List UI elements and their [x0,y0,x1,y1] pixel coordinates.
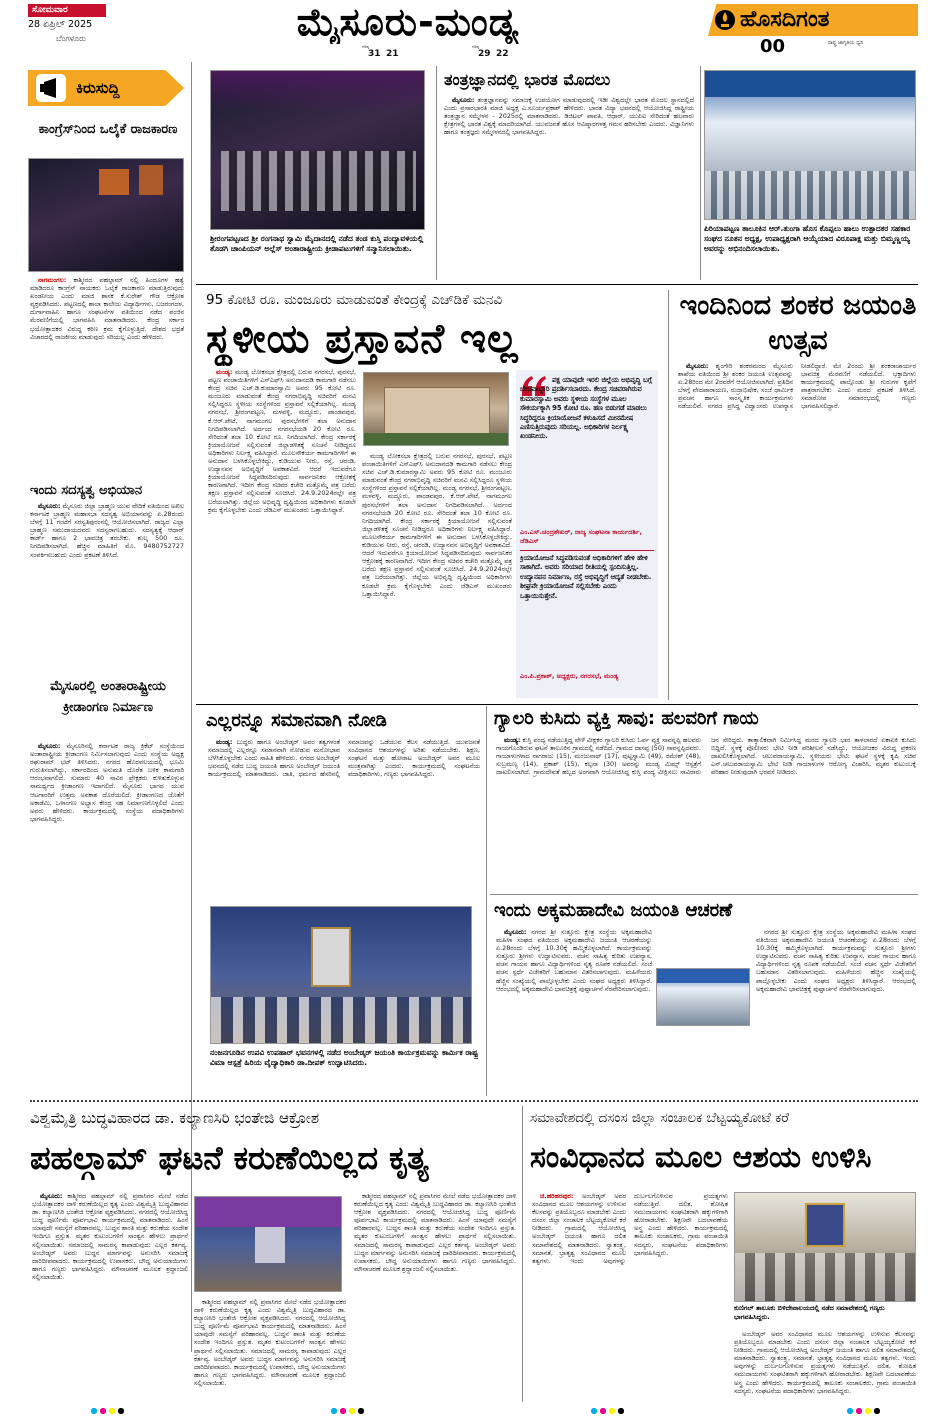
samvidhana-body-col1 [532,1192,728,1402]
gallery-body: ಕುಸ್ತಿ ಪಂದ್ಯ ನಡೆಯುತ್ತಿದ್ದ ವೇಳೆ ವೀಕ್ಷಕರ ಗ್ಯಾಲರಿ ಕುಸಿದು ಓರ್ವ ವ್ಯಕ್ತಿ ಸಾವನ್ನಪ್ಪಿ ಹಲವರು ಗಾಯಗೊಂಡಿರುವ ಘಟನೆ ತಾಲೂಕಿನ ಗ್ರಾಮದಲ್ಲಿ ನಡೆದಿದೆ. ಗ್ರಾಮದ ದಾಸಪ್ಪ (50) ಸಾವನ್ನಪ್ಪಿದವರು. ಗಾಯಾಳುಗಳಾದ ನಾಗರಾಜು (15), ಮಂಜುನಾಥ್ (17), ಪುಟ್ಟಸ್ವಾಮಿ (49), ರಮೇಶ್ (48), ಸುಬ್ರಮಣ್ಯ (14), ಪ್ರಕಾಶ್ (15), ಕಲ್ಪನಾ (30) ಅವರನ್ನು ಮಂಡ್ಯ ಮಿಮ್ಸ್ ಆಸ್ಪತ್ರೆಗೆ ದಾಖಲಿಸಲಾಗಿದೆ. ಗ್ರಾಮದೇವತೆ ಹಬ್ಬದ ಅಂಗವಾಗಿ ಆಯೋಜಿಸಿದ್ದ ಕುಸ್ತಿ ಪಂದ್ಯ ವೀಕ್ಷಿಸಲು ಸಾವಿರಾರು ಜನ ಸೇರಿದ್ದರು. ತಾತ್ಕಾಲಿಕವಾಗಿ ನಿರ್ಮಿಸಿದ್ದ ಮರದ ಗ್ಯಾಲರಿ ಭಾರ ತಾಳಲಾರದೆ ಏಕಾಏಕಿ ಕುಸಿದು ಬಿದ್ದಿದೆ. ಸ್ಥಳಕ್ಕೆ ಪೊಲೀಸರು ಭೇಟಿ ನೀಡಿ ಪರಿಶೀಲನೆ ನಡೆಸಿದ್ದು, ಆಯೋಜಕರ ವಿರುದ್ಧ ಪ್ರಕರಣ ದಾಖಲಿಸಿಕೊಳ್ಳಲಾಗಿದೆ. ಚಲುವರಾಯಸ್ವಾಮಿ, ಸ್ಥಳೀಯರು ಭೇಟಿ: ಘಟನೆ ಸ್ಥಳಕ್ಕೆ ಕೃಷಿ ಸಚಿವ ಎನ್.ಚಲುವರಾಯಸ್ವಾಮಿ ಭೇಟಿ ನೀಡಿ ಗಾಯಾಳುಗಳ ಆರೋಗ್ಯ ವಿಚಾರಿಸಿ, ಮೃತರ ಕುಟುಂಬಕ್ಕೆ ಪರಿಹಾರ ನೀಡುವುದಾಗಿ ಭರವಸೆ ನೀಡಿದರು. [496,736,916,777]
sadasyatva-body-block [30,502,184,670]
kirusuddi-banner [28,68,184,108]
sun-icon [350,48,361,56]
tantrajnana-body-block [444,96,694,274]
shankara-headline: ಇಂದಿನಿಂದ ಶಂಕರ ಜಯಂತಿ ಉತ್ಸವ [679,290,917,356]
main-quote-box [516,370,658,698]
main-quote2-text: ಕ್ರಿಯಾಯೋಜನೆ ಸಿದ್ಧಪಡಿಸುವಂತೆ ಅಧಿಕಾರಿಗಳಿಗೆ ಹೇಳಿ ಹೇಳಿ ಸಾಕಾಗಿದೆ. ಅವರು ಸರಿಯಾದ ರೀತಿಯಲ್ಲಿ ಸ್ಪಂದಿಸುತ್ತಿಲ್ಲ. ಉದ್ಯಾನವನ ನಿರ್ಮಾಣ, ರಸ್ತೆ ಅಭಿವೃದ್ಧಿಗೆ ಆದ್ಯತೆ ನೀಡಬೇಕು. ಶೀಘ್ರವೇ ಕ್ರಿಯಾಯೋಜನೆ ಸಲ್ಲಿಸಬೇಕು ಎಂದು ಒತ್ತಾಯಿಸುತ್ತೇನೆ. [520,554,652,600]
stadium-dateline: ಮೈಸೂರು: [38,742,61,750]
main-story-body-col2 [362,452,512,702]
paper-tagline: ರಾಷ್ಟ್ರ ಜಾಗೃತಿಯ ಧ್ವನಿ [828,40,864,46]
weather-low: 21 [386,49,399,59]
paper-logo [708,4,918,58]
samvidhana-body-cont: ಅಂಬೇಡ್ಕರ್ ಅವರ ಸಂವಿಧಾನದ ಮೂಲ ಆಶಯಗಳನ್ನು ಉಳಿಸುವ ಕೆಲಸವನ್ನು ಪ್ರತಿಯೊಬ್ಬರೂ ಮಾಡಬೇಕು ಎಂದು ದಸಂಸ ಜಿಲ್ಲಾ ಸಂಚಾಲಕ ಬೆಟ್ಟಯ್ಯಕೋಟೆ ಕರೆ ನೀಡಿದರು. ಗ್ರಾಮದಲ್ಲಿ ಆಯೋಜಿಸಿದ್ದ ಅಂಬೇಡ್ಕರ್ ಜಯಂತಿ ಹಾಗೂ ದಲಿತ ಸಮಾವೇಶದಲ್ಲಿ ಮಾತನಾಡಿದರು. ಸ್ವಾತಂತ್ರ್ಯ, ಸಮಾನತೆ, ಭ್ರಾತೃತ್ವ ಸಂವಿಧಾನದ ಮೂಲ ತತ್ವಗಳು. ಇಂದು ಅವುಗಳನ್ನು ದುರ್ಬಲಗೊಳಿಸುವ ಪ್ರಯತ್ನಗಳು ನಡೆಯುತ್ತಿವೆ. ದಲಿತ, ಶೋಷಿತ ಸಮುದಾಯಗಳು ಸಂಘಟಿತರಾಗಿ ಹಕ್ಕುಗಳಿಗಾಗಿ ಹೋರಾಡಬೇಕು. ಶಿಕ್ಷಣವೇ ಬದಲಾವಣೆಯ ಅಸ್ತ್ರ ಎಂದು ಹೇಳಿದರು. ಕಾರ್ಯಕ್ರಮದಲ್ಲಿ ತಾಲೂಕು ಸಂಚಾಲಕರು, ಗ್ರಾಮ ಪಂಚಾಯಿತಿ ಸದಸ್ಯರು, ಸಂಘಟನೆಯ ಪದಾಧಿಕಾರಿಗಳು ಭಾಗವಹಿಸಿದ್ದರು. [734,1330,916,1395]
weather-high: 31 [368,49,381,59]
weather-block-1 [350,44,410,60]
periyapatna-photo [704,70,916,220]
main-quote1-text: ಪಕ್ಷ ಯಾವುದೇ ಇರಲಿ ಜಿಲ್ಲೆಯ ಅಭಿವೃದ್ಧಿ ಬಗ್ಗೆ ಬೇಜವಾಬ್ದಾರಿ ಪ್ರದರ್ಶಿಸಬಾರದು. ಕೇಂದ್ರ ಸಚಿವರಾಗಿರುವ ಕುಮಾರಸ್ವಾಮಿ ಅವರು ಸ್ಥಳೀಯ ಸಂಸ್ಥೆಗಳ ಮೂಲ ಸೌಕರ್ಯಕ್ಕಾಗಿ 95 ಕೋಟಿ ರೂ. ಹಣ ಬಿಡುಗಡೆ ಮಾಡಲು ಸಿದ್ಧರಿದ್ದರೂ ಕ್ರಿಯಾಯೋಜನೆ ಕಳುಹಿಸದೆ ಮೀನಮೇಷ ಎಣಿಸುತ್ತಿರುವುದು ಸರಿಯಲ್ಲ. ಅಧಿಕಾರಿಗಳ ನಿರ್ಲಕ್ಷ್ಯ ಖಂಡನೀಯ. [520,376,652,441]
samvidhana-kicker: ಸಮಾವೇಶದಲ್ಲಿ ದಸಂಸ ಜಿಲ್ಲಾ ಸಂಚಾಲಕ ಬೆಟ್ಟಯ್ಯಕೋಟೆ ಕರೆ [530,1110,789,1126]
edition-title: ಮೈಸೂರು-ಮಂಡ್ಯ [296,0,520,44]
tantrajnana-headline: ತಂತ್ರಜ್ಞಾನದಲ್ಲಿ ಭಾರತ ಮೊದಲು [444,70,611,89]
pahalgam-body-col2 [194,1298,346,1402]
main-quote1-author: ಎಂ.ಎಸ್.ಚಂದ್ರಶೇಖರ್, ರಾಜ್ಯ ಸಂಘಟನಾ ಕಾರ್ಯದರ್ಶಿ, ಜೆಡಿಎಸ್ [520,528,642,545]
kirusuddi-label: ಕಿರುಸುದ್ದಿ [76,79,120,97]
samvidhana-body: ಅಂಬೇಡ್ಕರ್ ಅವರ ಸಂವಿಧಾನದ ಮೂಲ ಆಶಯಗಳನ್ನು ಉಳಿಸುವ ಕೆಲಸವನ್ನು ಪ್ರತಿಯೊಬ್ಬರೂ ಮಾಡಬೇಕು ಎಂದು ದಸಂಸ ಜಿಲ್ಲಾ ಸಂಚಾಲಕ ಬೆಟ್ಟಯ್ಯಕೋಟೆ ಕರೆ ನೀಡಿದರು. ಗ್ರಾಮದಲ್ಲಿ ಆಯೋಜಿಸಿದ್ದ ಅಂಬೇಡ್ಕರ್ ಜಯಂತಿ ಹಾಗೂ ದಲಿತ ಸಮಾವೇಶದಲ್ಲಿ ಮಾತನಾಡಿದರು. ಸ್ವಾತಂತ್ರ್ಯ, ಸಮಾನತೆ, ಭ್ರಾತೃತ್ವ ಸಂವಿಧಾನದ ಮೂಲ ತತ್ವಗಳು. ಇಂದು ಅವುಗಳನ್ನು ದುರ್ಬಲಗೊಳಿಸುವ ಪ್ರಯತ್ನಗಳು ನಡೆಯುತ್ತಿವೆ. ದಲಿತ, ಶೋಷಿತ ಸಮುದಾಯಗಳು ಸಂಘಟಿತರಾಗಿ ಹಕ್ಕುಗಳಿಗಾಗಿ ಹೋರಾಡಬೇಕು. ಶಿಕ್ಷಣವೇ ಬದಲಾವಣೆಯ ಅಸ್ತ್ರ ಎಂದು ಹೇಳಿದರು. ಕಾರ್ಯಕ್ರಮದಲ್ಲಿ ತಾಲೂಕು ಸಂಚಾಲಕರು, ಗ್ರಾಮ ಪಂಚಾಯಿತಿ ಸದಸ್ಯರು, ಸಂಘಟನೆಯ ಪದಾಧಿಕಾರಿಗಳು ಭಾಗವಹಿಸಿದ್ದರು. [532,1192,728,1265]
shankara-body-block [678,362,916,698]
stadium-headline: ಮೈಸೂರಲ್ಲಿ ಅಂತಾರಾಷ್ಟ್ರೀಯ ಕ್ರೀಡಾಂಗಣ ನಿರ್ಮಾಣ [50,679,166,715]
weather-label: ಗರಿಷ್ಠ [362,44,369,49]
samvidhana-dateline: ಚಿ.ಹರಿಹರಪುರ: [540,1192,574,1200]
main-quote2-author: ಎಂ.ಪಿ.ಪ್ರಕಾಶ್, ಅಧ್ಯಕ್ಷರು, ನಗರಸಭೆ, ಮಂಡ್ಯ [520,672,619,680]
srirangapatna-caption: ಶ್ರೀರಂಗಪಟ್ಟಣದ ಶ್ರೀ ರಂಗನಾಥ ಸ್ವಾಮಿ ಮೈದಾನದಲ್ಲಿ ನಡೆದ ತಂಡ ಕುಸ್ತಿ ಪಂದ್ಯಾವಳಿಯಲ್ಲಿ ತೊಡಗಿ ಚಾಂಪಿಯನ್ ಅಲ್ಲೆಸ್ ಅಂತಾರಾಷ್ಟ್ರೀಯ ಕ್ರೀಡಾಪಟುಗಳಿಗೆ ಸನ್ಮಾನಿಸಲಾಯಿತು. [210,234,424,253]
section-separator [30,1100,918,1102]
ellarannu-dateline: ಮಂಡ್ಯ: [216,738,233,746]
main-story-headline: ಸ್ಥಳೀಯ ಪ್ರಸ್ತಾವನೆ ಇಲ್ಲ [206,316,519,362]
sun-icon [460,48,471,56]
megaphone-icon [34,72,70,104]
page-number: 00 [760,36,786,57]
pahalgam-dateline: ಮೈಸೂರು: [40,1192,63,1200]
ellarannu-body: ಬುದ್ಧರು ಹಾಗೂ ಅಂಬೇಡ್ಕರ್ ಅವರ ತತ್ವಗಳಂತೆ ಸಮಾಜದಲ್ಲಿ ಎಲ್ಲರನ್ನೂ ಸಮಾನವಾಗಿ ನೋಡುವ ಮನೋಭಾವ ಬೆಳೆಸಿಕೊಳ್ಳಬೇಕು ಎಂದು ಸಾಹಿತಿ ಹೇಳಿದರು. ನಗರದ ಅಂಬೇಡ್ಕರ್ ಭವನದಲ್ಲಿ ನಡೆದ ಬುದ್ಧ ಜಯಂತಿ ಹಾಗೂ ಅಂಬೇಡ್ಕರ್ ಜಯಂತಿ ಕಾರ್ಯಕ್ರಮದಲ್ಲಿ ಮಾತನಾಡಿದರು. ಜಾತಿ, ಧರ್ಮದ ಹೆಸರಿನಲ್ಲಿ ಸಮಾಜವನ್ನು ಒಡೆಯುವ ಕೆಲಸ ನಡೆಯುತ್ತಿದೆ. ಯುವಜನತೆ ಸಂವಿಧಾನದ ಆಶಯಗಳನ್ನು ಅರಿತು ನಡೆಯಬೇಕು. ಶಿಕ್ಷಣ, ಸಂಘಟನೆ ಮತ್ತು ಹೋರಾಟ ಅಂಬೇಡ್ಕರ್ ಅವರ ಮೂಲ ಮಂತ್ರವಾಗಿತ್ತು ಎಂದರು. ಕಾರ್ಯಕ್ರಮದಲ್ಲಿ ಸಂಘಟನೆಯ ಪದಾಧಿಕಾರಿಗಳು, ಗಣ್ಯರು ಭಾಗವಹಿಸಿದ್ದರು. [208,738,480,779]
sadasyatva-body: ಮೈಸೂರು ಜಿಲ್ಲಾ ಬ್ರಾಹ್ಮಣ ಯುವ ವೇದಿಕೆ ವತಿಯಿಂದ ಅಖಿಲ ಕರ್ನಾಟಕ ಬ್ರಾಹ್ಮಣ ಮಹಾಸಭಾ ಸದಸ್ಯತ್ವ ಅಭಿಯಾನವನ್ನು ಏ.28ರಂದು ಬೆಳಗ್ಗೆ 11 ಗಂಟೆಗೆ ಸರಸ್ವತಿಪುರಂನಲ್ಲಿ ಆಯೋಜಿಸಲಾಗಿದೆ. ರಾಜ್ಯದ ಎಲ್ಲಾ ಬ್ರಾಹ್ಮಣ ಸಮುದಾಯದವರು ಸದಸ್ಯರಾಗಬಹುದು. ಸದಸ್ಯತ್ವಕ್ಕೆ ಆಧಾರ್ ಕಾರ್ಡ್ ಹಾಗೂ 2 ಭಾವಚಿತ್ರ ತರಬೇಕು. ಶುಲ್ಕ 500 ರೂ. ನಿಗದಿಪಡಿಸಲಾಗಿದೆ. ಹೆಚ್ಚಿನ ಮಾಹಿತಿಗೆ ಮೊ. 9480752727 ಸಂಪರ್ಕಿಸಬಹುದು ಎಂದು ಪ್ರಕಟಣೆ ತಿಳಿಸಿದೆ. [30,502,184,559]
masthead-date: 28 ಏಪ್ರಿಲ್ 2025 [28,19,93,30]
kirusuddi-dateline: ನಾಗಮಂಗಲ: [38,276,67,284]
pahalgam-body-cont2: ಕಾಶ್ಮೀರದ ಪಹಲ್ಗಾಮ್ ನಲ್ಲಿ ಪ್ರವಾಸಿಗರ ಮೇಲೆ ನಡೆದ ಭಯೋತ್ಪಾದಕರ ದಾಳಿ ಕರುಣೆಯಿಲ್ಲದ ಕೃತ್ಯ ಎಂದು ವಿಶ್ವಮೈತ್ರಿ ಬುದ್ಧವಿಹಾರದ ಡಾ. ಕಲ್ಯಾಣಸಿರಿ ಭಂತೇಜಿ ಆಕ್ರೋಶ ವ್ಯಕ್ತಪಡಿಸಿದರು. ನಗರದಲ್ಲಿ ಆಯೋಜಿಸಿದ್ದ ಬುದ್ಧ ಪೂರ್ಣಿಮೆ ಪೂರ್ವಭಾವಿ ಕಾರ್ಯಕ್ರಮದಲ್ಲಿ ಮಾತನಾಡಿದರು. ಹಿಂಸೆ ಯಾವುದೇ ಸಮಸ್ಯೆಗೆ ಪರಿಹಾರವಲ್ಲ. ಬುದ್ಧನ ಶಾಂತಿ ಮತ್ತು ಕರುಣೆಯ ಸಂದೇಶ ಇಂದಿಗೂ ಪ್ರಸ್ತುತ. ಮೃತರ ಕುಟುಂಬಗಳಿಗೆ ಸಾಂತ್ವನ ಹೇಳಲು ಪ್ರಾರ್ಥನೆ ಸಲ್ಲಿಸಲಾಯಿತು. ಸಮಾಜದಲ್ಲಿ ಸಾಮರಸ್ಯ ಕಾಪಾಡುವುದು ಎಲ್ಲರ ಕರ್ತವ್ಯ. ಅಂಬೇಡ್ಕರ್ ಅವರು ಬುದ್ಧನ ಮಾರ್ಗವನ್ನು ಅನುಸರಿಸಿ ಸಮಾಜಕ್ಕೆ ದಾರಿದೀಪವಾದರು. ಕಾರ್ಯಕ್ರಮದಲ್ಲಿ ಉಪಾಸಕರು, ಬೌದ್ಧ ಅನುಯಾಯಿಗಳು ಹಾಗೂ ಗಣ್ಯರು ಭಾಗವಹಿಸಿದ್ದರು. ಮೌನಾಚರಣೆ ಮೂಲಕ ಶ್ರದ್ಧಾಂಜಲಿ ಸಲ್ಲಿಸಲಾಯಿತು. [354,1192,516,1273]
pahalgam-body-col3 [354,1192,516,1402]
pahalgam-photo [194,1196,342,1292]
tantrajnana-dateline: ಮೈಸೂರು: [452,96,475,104]
pahalgam-body-cont: ಕಾಶ್ಮೀರದ ಪಹಲ್ಗಾಮ್ ನಲ್ಲಿ ಪ್ರವಾಸಿಗರ ಮೇಲೆ ನಡೆದ ಭಯೋತ್ಪಾದಕರ ದಾಳಿ ಕರುಣೆಯಿಲ್ಲದ ಕೃತ್ಯ ಎಂದು ವಿಶ್ವಮೈತ್ರಿ ಬುದ್ಧವಿಹಾರದ ಡಾ. ಕಲ್ಯಾಣಸಿರಿ ಭಂತೇಜಿ ಆಕ್ರೋಶ ವ್ಯಕ್ತಪಡಿಸಿದರು. ನಗರದಲ್ಲಿ ಆಯೋಜಿಸಿದ್ದ ಬುದ್ಧ ಪೂರ್ಣಿಮೆ ಪೂರ್ವಭಾವಿ ಕಾರ್ಯಕ್ರಮದಲ್ಲಿ ಮಾತನಾಡಿದರು. ಹಿಂಸೆ ಯಾವುದೇ ಸಮಸ್ಯೆಗೆ ಪರಿಹಾರವಲ್ಲ. ಬುದ್ಧನ ಶಾಂತಿ ಮತ್ತು ಕರುಣೆಯ ಸಂದೇಶ ಇಂದಿಗೂ ಪ್ರಸ್ತುತ. ಮೃತರ ಕುಟುಂಬಗಳಿಗೆ ಸಾಂತ್ವನ ಹೇಳಲು ಪ್ರಾರ್ಥನೆ ಸಲ್ಲಿಸಲಾಯಿತು. ಸಮಾಜದಲ್ಲಿ ಸಾಮರಸ್ಯ ಕಾಪಾಡುವುದು ಎಲ್ಲರ ಕರ್ತವ್ಯ. ಅಂಬೇಡ್ಕರ್ ಅವರು ಬುದ್ಧನ ಮಾರ್ಗವನ್ನು ಅನುಸರಿಸಿ ಸಮಾಜಕ್ಕೆ ದಾರಿದೀಪವಾದರು. ಕಾರ್ಯಕ್ರಮದಲ್ಲಿ ಉಪಾಸಕರು, ಬೌದ್ಧ ಅನುಯಾಯಿಗಳು ಹಾಗೂ ಗಣ್ಯರು ಭಾಗವಹಿಸಿದ್ದರು. ಮೌನಾಚರಣೆ ಮೂಲಕ ಶ್ರದ್ಧಾಂಜಲಿ ಸಲ್ಲಿಸಲಾಯಿತು. [194,1298,346,1387]
main-story-dateline: ಮಂಡ್ಯ: [216,368,233,376]
print-registration-marks [0,1404,945,1418]
srirangapatna-photo [210,70,425,230]
akkamahadevi-body: ನಗರದ ಶ್ರೀ ಸುತ್ತೂರು ಕ್ಷೇತ್ರ ಸಂಸ್ಥೆಯ ಅಕ್ಕಮಹಾದೇವಿ ಮಹಿಳಾ ಸಂಘದ ವತಿಯಿಂದ ಅಕ್ಕಮಹಾದೇವಿ ಜಯಂತಿ ಆಚರಣೆಯನ್ನು ಏ.28ರಂದು ಬೆಳಗ್ಗೆ 10.30ಕ್ಕೆ ಹಮ್ಮಿಕೊಳ್ಳಲಾಗಿದೆ. ಕಾರ್ಯಕ್ರಮವನ್ನು ಸುತ್ತೂರು ಶ್ರೀಗಳು ಉದ್ಘಾಟಿಸುವರು. ವಚನ ಸಾಹಿತ್ಯ ಕುರಿತು ಉಪನ್ಯಾಸ, ವಚನ ಗಾಯನ ಹಾಗೂ ವಿದ್ಯಾರ್ಥಿಗಳಿಂದ ನೃತ್ಯ ರೂಪಕ ನಡೆಯಲಿದೆ. ಸಂಜೆ ವಚನ ಸ್ಪರ್ಧೆ ವಿಜೇತರಿಗೆ ಬಹುಮಾನ ವಿತರಿಸಲಾಗುವುದು. ಮಹಿಳೆಯರು ಹೆಚ್ಚಿನ ಸಂಖ್ಯೆಯಲ್ಲಿ ಪಾಲ್ಗೊಳ್ಳಬೇಕು ಎಂದು ಸಂಘದ ಅಧ್ಯಕ್ಷರು ತಿಳಿಸಿದ್ದಾರೆ. ಆರಂಭದಲ್ಲಿ ಅಕ್ಕಮಹಾದೇವಿ ಭಾವಚಿತ್ರಕ್ಕೆ ಪುಷ್ಪಾರ್ಚನೆ ನೆರವೇರಿಸಲಾಗುವುದು. [496,928,652,993]
kirusuddi-body: ಕಾಶ್ಮೀರದ ಪಹಲ್ಗಾಮ್ ನಲ್ಲಿ ಹಿಂದೂಗಳ ಹತ್ಯೆ ಮಾಡಿದರೂ ಕಾಂಗ್ರೆಸ್ ನಾಯಕರು ಒಲೈಕೆ ರಾಜಕಾರಣ ಮಾಡುತ್ತಿರುವುದು ಖಂಡನೀಯ ಎಂದು ಮಾಜಿ ಶಾಸಕ ಕೆ.ಸುರೇಶ್ ಗೌಡ ಆಕ್ರೋಶ ವ್ಯಕ್ತಪಡಿಸಿದರು. ಪಟ್ಟಣದಲ್ಲಿ ಶಾಲಾ ಕಾಲೇಜು ವಿದ್ಯಾರ್ಥಿಗಳು, ಬಜರಂಗದಳ, ದುರ್ಗಾವಾಹಿನಿ ಹಾಗೂ ಸಂಘಟನೆಗಳ ವತಿಯಿಂದ ನಡೆದ ಪಂಜಿನ ಮೆರವಣಿಗೆಯಲ್ಲಿ ಭಾಗವಹಿಸಿ ಮಾತನಾಡಿದರು. ಕೇಂದ್ರ ಸರ್ಕಾರ ಭಯೋತ್ಪಾದಕರ ವಿರುದ್ಧ ಕಠಿಣ ಕ್ರಮ ಕೈಗೊಳ್ಳುತ್ತಿದೆ. ದೇಶದ ಭದ್ರತೆ ವಿಚಾರದಲ್ಲಿ ರಾಜಕೀಯ ಮಾಡುವುದು ಸರಿಯಲ್ಲ ಎಂದು ಹೇಳಿದರು. [30,276,184,341]
masthead-city: ಬೆಂಗಳೂರು [56,34,86,43]
kirusuddi-body-block [30,276,184,476]
weather-label: ಗರಿಷ್ಠ [472,44,479,49]
samvidhana-headline: ಸಂವಿಧಾನದ ಮೂಲ ಆಶಯ ಉಳಿಸಿ [530,1140,872,1175]
akkamahadevi-dateline: ಮೈಸೂರು: [504,928,527,936]
gallery-headline: ಗ್ಯಾಲರಿ ಕುಸಿದು ವ್ಯಕ್ತಿ ಸಾವು: ಹಲವರಿಗೆ ಗಾಯ [494,708,759,729]
ellarannu-body-block [208,738,480,898]
ellarannu-photo [210,906,472,1044]
samvidhana-body-col2 [734,1330,916,1402]
main-story-kicker: 95 ಕೋಟಿ ರೂ. ಮಂಜೂರು ಮಾಡುವಂತೆ ಕೇಂದ್ರಕ್ಕೆ ಎಚ್‌ಡಿಕೆ ಮನವಿ [206,292,503,308]
kirusuddi-section [28,64,186,284]
weather-block-2 [460,44,520,60]
kirusuddi-photo [28,158,184,272]
akkamahadevi-body-cont: ನಗರದ ಶ್ರೀ ಸುತ್ತೂರು ಕ್ಷೇತ್ರ ಸಂಸ್ಥೆಯ ಅಕ್ಕಮಹಾದೇವಿ ಮಹಿಳಾ ಸಂಘದ ವತಿಯಿಂದ ಅಕ್ಕಮಹಾದೇವಿ ಜಯಂತಿ ಆಚರಣೆಯನ್ನು ಏ.28ರಂದು ಬೆಳಗ್ಗೆ 10.30ಕ್ಕೆ ಹಮ್ಮಿಕೊಳ್ಳಲಾಗಿದೆ. ಕಾರ್ಯಕ್ರಮವನ್ನು ಸುತ್ತೂರು ಶ್ರೀಗಳು ಉದ್ಘಾಟಿಸುವರು. ವಚನ ಸಾಹಿತ್ಯ ಕುರಿತು ಉಪನ್ಯಾಸ, ವಚನ ಗಾಯನ ಹಾಗೂ ವಿದ್ಯಾರ್ಥಿಗಳಿಂದ ನೃತ್ಯ ರೂಪಕ ನಡೆಯಲಿದೆ. ಸಂಜೆ ವಚನ ಸ್ಪರ್ಧೆ ವಿಜೇತರಿಗೆ ಬಹುಮಾನ ವಿತರಿಸಲಾಗುವುದು. ಮಹಿಳೆಯರು ಹೆಚ್ಚಿನ ಸಂಖ್ಯೆಯಲ್ಲಿ ಪಾಲ್ಗೊಳ್ಳಬೇಕು ಎಂದು ಸಂಘದ ಅಧ್ಯಕ್ಷರು ತಿಳಿಸಿದ್ದಾರೆ. ಆರಂಭದಲ್ಲಿ ಅಕ್ಕಮಹಾದೇವಿ ಭಾವಚಿತ್ರಕ್ಕೆ ಪುಷ್ಪಾರ್ಚನೆ ನೆರವೇರಿಸಲಾಗುವುದು. [756,928,916,993]
samvidhana-photo [734,1192,916,1302]
sadasyatva-headline: ಇಂದು ಸದಸ್ಯತ್ವ ಅಭಿಯಾನ [30,483,143,498]
shankara-body: ಶೃಂಗೇರಿ ಶಂಕರಮಠದ ಮೈಸೂರು ಶಾಖೆಯ ವತಿಯಿಂದ ಶ್ರೀ ಶಂಕರ ಜಯಂತಿ ಉತ್ಸವವನ್ನು ಏ.28ರಿಂದ ಮೇ 2ರವರೆಗೆ ಆಯೋಜಿಸಲಾಗಿದೆ. ಪ್ರತಿದಿನ ಬೆಳಗ್ಗೆ ವೇದಪಾರಾಯಣ, ರುದ್ರಾಭಿಷೇಕ, ಸಂಜೆ ಧಾರ್ಮಿಕ ಪ್ರವಚನ ಹಾಗೂ ಸಾಂಸ್ಕೃತಿಕ ಕಾರ್ಯಕ್ರಮಗಳು ನಡೆಯಲಿವೆ. ನಗರದ ಪ್ರಸಿದ್ಧ ವಿದ್ವಾಂಸರು ಉಪನ್ಯಾಸ ನೀಡಲಿದ್ದಾರೆ. ಮೇ 2ರಂದು ಶ್ರೀ ಶಂಕರಾಚಾರ್ಯರ ಭಾವಚಿತ್ರ ಮೆರವಣಿಗೆ ನಡೆಯಲಿದೆ. ಭಕ್ತಾದಿಗಳು ಕಾರ್ಯಕ್ರಮದಲ್ಲಿ ಪಾಲ್ಗೊಂಡು ಶ್ರೀ ಗುರುಗಳ ಕೃಪೆಗೆ ಪಾತ್ರರಾಗಬೇಕು ಎಂದು ಮಠದ ಪ್ರಕಟಣೆ ತಿಳಿಸಿದೆ. ಸಮಾರೋಪ ಸಮಾರಂಭದಲ್ಲಿ ಗಣ್ಯರು ಭಾಗವಹಿಸಲಿದ್ದಾರೆ. [678,362,916,411]
masthead-day: ಸೋಮವಾರ [32,5,68,15]
pahalgam-body: ಕಾಶ್ಮೀರದ ಪಹಲ್ಗಾಮ್ ನಲ್ಲಿ ಪ್ರವಾಸಿಗರ ಮೇಲೆ ನಡೆದ ಭಯೋತ್ಪಾದಕರ ದಾಳಿ ಕರುಣೆಯಿಲ್ಲದ ಕೃತ್ಯ ಎಂದು ವಿಶ್ವಮೈತ್ರಿ ಬುದ್ಧವಿಹಾರದ ಡಾ. ಕಲ್ಯಾಣಸಿರಿ ಭಂತೇಜಿ ಆಕ್ರೋಶ ವ್ಯಕ್ತಪಡಿಸಿದರು. ನಗರದಲ್ಲಿ ಆಯೋಜಿಸಿದ್ದ ಬುದ್ಧ ಪೂರ್ಣಿಮೆ ಪೂರ್ವಭಾವಿ ಕಾರ್ಯಕ್ರಮದಲ್ಲಿ ಮಾತನಾಡಿದರು. ಹಿಂಸೆ ಯಾವುದೇ ಸಮಸ್ಯೆಗೆ ಪರಿಹಾರವಲ್ಲ. ಬುದ್ಧನ ಶಾಂತಿ ಮತ್ತು ಕರುಣೆಯ ಸಂದೇಶ ಇಂದಿಗೂ ಪ್ರಸ್ತುತ. ಮೃತರ ಕುಟುಂಬಗಳಿಗೆ ಸಾಂತ್ವನ ಹೇಳಲು ಪ್ರಾರ್ಥನೆ ಸಲ್ಲಿಸಲಾಯಿತು. ಸಮಾಜದಲ್ಲಿ ಸಾಮರಸ್ಯ ಕಾಪಾಡುವುದು ಎಲ್ಲರ ಕರ್ತವ್ಯ. ಅಂಬೇಡ್ಕರ್ ಅವರು ಬುದ್ಧನ ಮಾರ್ಗವನ್ನು ಅನುಸರಿಸಿ ಸಮಾಜಕ್ಕೆ ದಾರಿದೀಪವಾದರು. ಕಾರ್ಯಕ್ರಮದಲ್ಲಿ ಉಪಾಸಕರು, ಬೌದ್ಧ ಅನುಯಾಯಿಗಳು ಹಾಗೂ ಗಣ್ಯರು ಭಾಗವಹಿಸಿದ್ದರು. ಮೌನಾಚರಣೆ ಮೂಲಕ ಶ್ರದ್ಧಾಂಜಲಿ ಸಲ್ಲಿಸಲಾಯಿತು. [32,1192,188,1281]
gallery-dateline: ಮಂಡ್ಯ: [504,736,521,744]
pahalgam-headline: ಪಹಲ್ಗಾಮ್ ಘಟನೆ ಕರುಣೆಯಿಲ್ಲದ ಕೃತ್ಯ [30,1139,429,1177]
main-story-body: ಮಂಡ್ಯ ಲೋಕಸಭಾ ಕ್ಷೇತ್ರದಲ್ಲಿ ಬರುವ ನಗರಸಭೆ, ಪುರಸಭೆ, ಪಟ್ಟಣ ಪಂಚಾಯಿತಿಗಳಿಗೆ ಎಸ್‌ಎಫ್‌ಸಿ ಅನುದಾನದಡಿ ಕಾಮಗಾರಿ ನಡೆಸಲು ಕೇಂದ್ರ ಸಚಿವ ಎಚ್.ಡಿ.ಕುಮಾರಸ್ವಾಮಿ ಅವರು 95 ಕೋಟಿ ರೂ. ಮಂಜೂರು ಮಾಡುವಂತೆ ಕೇಂದ್ರ ನಗರಾಭಿವೃದ್ಧಿ ಸಚಿವರಿಗೆ ಮನವಿ ಸಲ್ಲಿಸಿದ್ದರೂ ಸ್ಥಳೀಯ ಸಂಸ್ಥೆಗಳಿಂದ ಪ್ರಸ್ತಾವನೆ ಸಲ್ಲಿಕೆಯಾಗಿಲ್ಲ. ಮಂಡ್ಯ ನಗರಸಭೆ, ಶ್ರೀರಂಗಪಟ್ಟಣ, ಮಳವಳ್ಳಿ, ಮದ್ದೂರು, ಪಾಂಡವಪುರ, ಕೆ.ಆರ್.ಪೇಟೆ, ನಾಗಮಂಗಲ ಪುರಸಭೆಗಳಿಗೆ ತಲಾ ಅನುದಾನ ನಿಗದಿಪಡಿಸಲಾಗಿದೆ. ಅರ್ದಂದ ನಗರಸಭೆಯಡಿ 20 ಕೋಟಿ ರೂ. ಸೇರಿದಂತೆ ತಲಾ 10 ಕೋಟಿ ರೂ. ನಿಗದಿಯಾಗಿದೆ. ಕೇಂದ್ರ ಸರ್ಕಾರಕ್ಕೆ ಕ್ರಿಯಾಯೋಜನೆ ಸಲ್ಲಿಸುವಂತೆ ಜಿಲ್ಲಾಡಳಿತಕ್ಕೆ ಸೂಚನೆ ನೀಡಿದ್ದರೂ ಅಧಿಕಾರಿಗಳು ನಿರ್ಲಕ್ಷ್ಯ ವಹಿಸಿದ್ದಾರೆ. ಮೂಲಸೌಕರ್ಯ ಕಾಮಗಾರಿಗಳಿಗೆ ಈ ಅನುದಾನ ಬಳಸಿಕೊಳ್ಳಬೇಕಿದ್ದು, ಕುಡಿಯುವ ನೀರು, ರಸ್ತೆ, ಚರಂಡಿ, ಉದ್ಯಾನವನ ಅಭಿವೃದ್ಧಿಗೆ ಅವಕಾಶವಿದೆ. ಆದರೆ ಇದುವರೆಗೂ ಕ್ರಿಯಾಯೋಜನೆ ಸಿದ್ಧಪಡಿಸದಿರುವುದು ಸಾರ್ವಜನಿಕರ ಆಕ್ರೋಶಕ್ಕೆ ಕಾರಣವಾಗಿದೆ. ಇದೀಗ ಕೇಂದ್ರ ಸಚಿವರ ಕಚೇರಿ ಮತ್ತೊಮ್ಮೆ ಪತ್ರ ಬರೆದು ತಕ್ಷಣ ಪ್ರಸ್ತಾವನೆ ಸಲ್ಲಿಸುವಂತೆ ಸೂಚಿಸಿದೆ. 24.9.2024ರಲ್ಲೇ ಪತ್ರ ಬರೆಯಲಾಗಿತ್ತು. ಜಿಲ್ಲೆಯ ಅಭಿವೃದ್ಧಿ ದೃಷ್ಟಿಯಿಂದ ಅಧಿಕಾರಿಗಳು ಕೂಡಲೇ ಕ್ರಮ ಕೈಗೊಳ್ಳಬೇಕು ಎಂದು ಜೆಡಿಎಸ್ ಮುಖಂಡರು ಒತ್ತಾಯಿಸಿದ್ದಾರೆ. [208,368,356,514]
periyapatna-caption: ಪಿರಿಯಾಪಟ್ಟಣ ತಾಲೂಕಿನ ಆರ್.ತುಂಗಾ ಹೊಸ ಕೊಪ್ಪಲು ಹಾಲು ಉತ್ಪಾದಕರ ಸಹಕಾರ ಸಂಘದ ನೂತನ ಅಧ್ಯಕ್ಷ, ಉಪಾಧ್ಯಕ್ಷರಾಗಿ ಆಯ್ಕೆಯಾದ ವಿರೂಪಾಕ್ಷ ಮತ್ತು ಬಿಮ್ಮಣ್ಣಯ್ಯ ಅವರನ್ನು ಅಭಿನಂದಿಸಲಾಯಿತು. [704,224,911,253]
akkamahadevi-body-col2 [756,928,916,1092]
paper-name: ಹೊಸದಿಗಂತ [740,7,830,32]
sadasyatva-dateline: ಮೈಸೂರು: [38,502,61,510]
weather-high: 29 [478,49,491,59]
kirusuddi-headline: ಕಾಂಗ್ರೆಸ್‌ನಿಂದ ಒಲೈಕೆ ರಾಜಕಾರಣ [38,122,178,137]
akkamahadevi-headline: ಇಂದು ಅಕ್ಕಮಹಾದೇವಿ ಜಯಂತಿ ಆಚರಣೆ [494,900,733,921]
akkamahadevi-photo [656,968,750,1026]
stadium-body: ಮೈಸೂರಿನಲ್ಲಿ ಕರ್ನಾಟಕ ರಾಜ್ಯ ಕ್ರಿಕೆಟ್ ಸಂಸ್ಥೆಯಿಂದ ಅಂತಾರಾಷ್ಟ್ರೀಯ ಕ್ರೀಡಾಂಗಣ ನಿರ್ಮಿಸಲಾಗುವುದು ಎಂದು ಸಂಸ್ಥೆಯ ಅಧ್ಯಕ್ಷ ರಘುರಾಮ್ ಭಟ್ ತಿಳಿಸಿದರು. ನಗರದ ಹೊರವಲಯದಲ್ಲಿ ಭೂಮಿ ಗುರುತಿಸಲಾಗಿದ್ದು, ಸರ್ಕಾರದಿಂದ ಅನುಮತಿ ದೊರೆತ ಬಳಿಕ ಕಾಮಗಾರಿ ಆರಂಭವಾಗಲಿದೆ. ಸುಮಾರು 40 ಸಾವಿರ ಪ್ರೇಕ್ಷಕರು ಕುಳಿತುಕೊಳ್ಳುವ ಸಾಮರ್ಥ್ಯದ ಕ್ರೀಡಾಂಗಣ ಇದಾಗಲಿದೆ. ಮೈಸೂರು ಭಾಗದ ಯುವ ಆಟಗಾರರಿಗೆ ಉತ್ತಮ ಅವಕಾಶ ದೊರೆಯಲಿದೆ. ಕ್ರೀಡಾಂಗಣದ ಜೊತೆಗೆ ಅಕಾಡೆಮಿ, ಒಳಾಂಗಣ ಅಭ್ಯಾಸ ಕೇಂದ್ರ ಸಹ ನಿರ್ಮಾಣಗೊಳ್ಳಲಿದೆ ಎಂದು ಅವರು ಹೇಳಿದರು. ಕಾರ್ಯಕ್ರಮದಲ್ಲಿ ಸಂಸ್ಥೆಯ ಪದಾಧಿಕಾರಿಗಳು ಭಾಗವಹಿಸಿದ್ದರು. [30,742,184,823]
samvidhana-photo-caption: ಕುಣಿಗಲ್ ತಾಲೂಕು ಬಿಳಿದೇವಾಲಯದಲ್ಲಿ ನಡೆದ ಸಮಾವೇಶದಲ್ಲಿ ಗಣ್ಯರು ಭಾಗವಹಿಸಿದ್ದರು. [734,1304,885,1321]
main-story-photo [363,372,509,446]
pahalgam-kicker: ವಿಶ್ವಮೈತ್ರಿ ಬುದ್ಧವಿಹಾರದ ಡಾ. ಕಲ್ಯಾಣಸಿರಿ ಭಂತೇಜಿ ಆಕ್ರೋಶ [30,1109,320,1127]
main-story-body-cont: ಮಂಡ್ಯ ಲೋಕಸಭಾ ಕ್ಷೇತ್ರದಲ್ಲಿ ಬರುವ ನಗರಸಭೆ, ಪುರಸಭೆ, ಪಟ್ಟಣ ಪಂಚಾಯಿತಿಗಳಿಗೆ ಎಸ್‌ಎಫ್‌ಸಿ ಅನುದಾನದಡಿ ಕಾಮಗಾರಿ ನಡೆಸಲು ಕೇಂದ್ರ ಸಚಿವ ಎಚ್.ಡಿ.ಕುಮಾರಸ್ವಾಮಿ ಅವರು 95 ಕೋಟಿ ರೂ. ಮಂಜೂರು ಮಾಡುವಂತೆ ಕೇಂದ್ರ ನಗರಾಭಿವೃದ್ಧಿ ಸಚಿವರಿಗೆ ಮನವಿ ಸಲ್ಲಿಸಿದ್ದರೂ ಸ್ಥಳೀಯ ಸಂಸ್ಥೆಗಳಿಂದ ಪ್ರಸ್ತಾವನೆ ಸಲ್ಲಿಕೆಯಾಗಿಲ್ಲ. ಮಂಡ್ಯ ನಗರಸಭೆ, ಶ್ರೀರಂಗಪಟ್ಟಣ, ಮಳವಳ್ಳಿ, ಮದ್ದೂರು, ಪಾಂಡವಪುರ, ಕೆ.ಆರ್.ಪೇಟೆ, ನಾಗಮಂಗಲ ಪುರಸಭೆಗಳಿಗೆ ತಲಾ ಅನುದಾನ ನಿಗದಿಪಡಿಸಲಾಗಿದೆ. ಅರ್ದಂದ ನಗರಸಭೆಯಡಿ 20 ಕೋಟಿ ರೂ. ಸೇರಿದಂತೆ ತಲಾ 10 ಕೋಟಿ ರೂ. ನಿಗದಿಯಾಗಿದೆ. ಕೇಂದ್ರ ಸರ್ಕಾರಕ್ಕೆ ಕ್ರಿಯಾಯೋಜನೆ ಸಲ್ಲಿಸುವಂತೆ ಜಿಲ್ಲಾಡಳಿತಕ್ಕೆ ಸೂಚನೆ ನೀಡಿದ್ದರೂ ಅಧಿಕಾರಿಗಳು ನಿರ್ಲಕ್ಷ್ಯ ವಹಿಸಿದ್ದಾರೆ. ಮೂಲಸೌಕರ್ಯ ಕಾಮಗಾರಿಗಳಿಗೆ ಈ ಅನುದಾನ ಬಳಸಿಕೊಳ್ಳಬೇಕಿದ್ದು, ಕುಡಿಯುವ ನೀರು, ರಸ್ತೆ, ಚರಂಡಿ, ಉದ್ಯಾನವನ ಅಭಿವೃದ್ಧಿಗೆ ಅವಕಾಶವಿದೆ. ಆದರೆ ಇದುವರೆಗೂ ಕ್ರಿಯಾಯೋಜನೆ ಸಿದ್ಧಪಡಿಸದಿರುವುದು ಸಾರ್ವಜನಿಕರ ಆಕ್ರೋಶಕ್ಕೆ ಕಾರಣವಾಗಿದೆ. ಇದೀಗ ಕೇಂದ್ರ ಸಚಿವರ ಕಚೇರಿ ಮತ್ತೊಮ್ಮೆ ಪತ್ರ ಬರೆದು ತಕ್ಷಣ ಪ್ರಸ್ತಾವನೆ ಸಲ್ಲಿಸುವಂತೆ ಸೂಚಿಸಿದೆ. 24.9.2024ರಲ್ಲೇ ಪತ್ರ ಬರೆಯಲಾಗಿತ್ತು. ಜಿಲ್ಲೆಯ ಅಭಿವೃದ್ಧಿ ದೃಷ್ಟಿಯಿಂದ ಅಧಿಕಾರಿಗಳು ಕೂಡಲೇ ಕ್ರಮ ಕೈಗೊಳ್ಳಬೇಕು ಎಂದು ಜೆಡಿಎಸ್ ಮುಖಂಡರು ಒತ್ತಾಯಿಸಿದ್ದಾರೆ. [362,452,512,598]
ellarannu-headline: ಎಲ್ಲರನ್ನೂ ಸಮಾನವಾಗಿ ನೋಡಿ [206,710,387,731]
pahalgam-body-col1 [32,1192,188,1402]
shankara-dateline: ಮೈಸೂರು: [686,362,709,370]
masthead [0,0,945,60]
gallery-body-block [496,736,916,886]
weather-low: 22 [496,49,509,59]
ellarannu-photo-caption: ನಂಜನಗೂಡಿನ ಉಪವಿ ಉಪಹಾರ್ ಭವನಗಳಲ್ಲಿ ನಡೆದ ಅಂಬೇಡ್ಕರ್ ಜಯಂತಿ ಕಾರ್ಯಕ್ರಮವನ್ನು ಕಾರ್ಮಿಕ ರಾಷ್ಟ್ರ ವಿಮಾ ಆಸ್ಪತ್ರೆ ಹಿರಿಯ ವೈದ್ಯಾಧಿಕಾರಿ ಡಾ.ದೀಪಕ್ ಉದ್ಘಾಟಿಸಿದರು. [210,1048,478,1067]
tantrajnana-body: ತಂತ್ರಜ್ಞಾನವನ್ನು ಸಮಾಜಕ್ಕೆ ಉಪಯೋಗ ಮಾಡುವುದರಲ್ಲಿ ಇಡೀ ವಿಶ್ವದಲ್ಲೇ ಭಾರತ ಮೊದಲ ಸ್ಥಾನದಲ್ಲಿದೆ ಎಂದು ಪ್ರಸಾರಭಾರತಿ ಮಾಜಿ ಅಧ್ಯಕ್ಷ ಎ.ಸೂರ್ಯಪ್ರಕಾಶ್ ಹೇಳಿದರು. ಭಾರತ ವಿದ್ಯಾ ಭವನದಲ್ಲಿ ಆಯೋಜಿಸಿದ್ದ ರಾಷ್ಟ್ರೀಯ ತಂತ್ರಜ್ಞಾನ ಸಮ್ಮೇಳನ - 2025ರಲ್ಲಿ ಮಾತನಾಡಿದರು. ಡಿಜಿಟಲ್ ಪಾವತಿ, ಆಧಾರ್, ಯುಪಿಐ ಸೇರಿದಂತೆ ಹಲವಾರು ಕ್ಷೇತ್ರಗಳಲ್ಲಿ ಭಾರತ ವಿಶ್ವಕ್ಕೆ ಮಾದರಿಯಾಗಿದೆ. ಯುವಜನತೆ ಹೊಸ ಆವಿಷ್ಕಾರಗಳತ್ತ ಗಮನ ಹರಿಸಬೇಕು ಎಂದರು. ವಿಜ್ಞಾನಿಗಳು ಹಾಗೂ ತಂತ್ರಜ್ಞರು ಸಮ್ಮೇಳನದಲ್ಲಿ ಭಾಗವಹಿಸಿದ್ದರು. [444,96,694,137]
main-story-body-col1 [208,368,356,698]
lamp-icon [714,8,736,32]
akkamahadevi-body-col1 [496,928,652,1092]
